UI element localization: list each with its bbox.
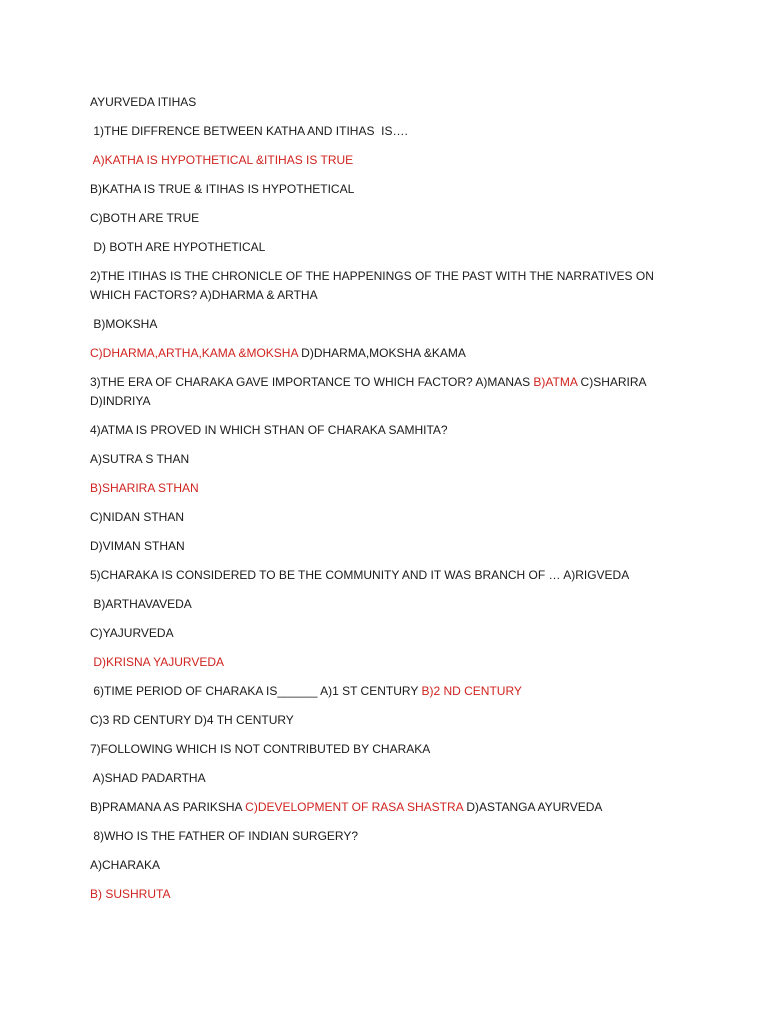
q4-option-c: C)NIDAN STHAN	[90, 510, 185, 524]
q2-option-b: B)MOKSHA	[90, 317, 158, 331]
q1-option-b: B)KATHA IS TRUE & ITIHAS IS HYPOTHETICAL	[90, 182, 355, 196]
q6-option-b-answer: B)2 ND CENTURY	[421, 684, 522, 698]
q2-option-c-answer: C)DHARMA,ARTHA,KAMA &MOKSHA	[90, 346, 298, 360]
q1-option-a-answer: A)KATHA IS HYPOTHETICAL &ITIHAS IS TRUE	[90, 153, 354, 167]
q3-option-b-answer: B)ATMA	[533, 375, 578, 389]
q2-options-c-d	[90, 344, 466, 363]
q4-option-b-answer: B)SHARIRA STHAN	[90, 481, 199, 495]
q1-option-c: C)BOTH ARE TRUE	[90, 211, 200, 225]
q6-question	[90, 682, 522, 701]
q1-question: 1)THE DIFFRENCE BETWEEN KATHA AND ITIHAS IS….	[90, 124, 408, 138]
q7-option-c-answer: C)DEVELOPMENT OF RASA SHASTRA	[245, 800, 463, 814]
q8-question: 8)WHO IS THE FATHER OF INDIAN SURGERY?	[90, 829, 359, 843]
q4-question: 4)ATMA IS PROVED IN WHICH STHAN OF CHARAKA SAMHITA?	[90, 423, 448, 437]
q2-option-d: D)DHARMA,MOKSHA &KAMA	[297, 346, 466, 360]
q4-option-d: D)VIMAN STHAN	[90, 539, 185, 553]
q6-question-text: 6)TIME PERIOD OF CHARAKA IS______ A)1 ST CENTURY	[90, 684, 422, 698]
q6-options-c-d: C)3 RD CENTURY D)4 TH CENTURY	[90, 713, 294, 727]
q7-option-d: D)ASTANGA AYURVEDA	[463, 800, 603, 814]
q5-option-b: B)ARTHAVAVEDA	[90, 597, 192, 611]
q8-option-b-answer: B) SUSHRUTA	[90, 887, 171, 901]
q5-option-c: C)YAJURVEDA	[90, 626, 174, 640]
q3-question	[90, 373, 680, 411]
q2-question: 2)THE ITIHAS IS THE CHRONICLE OF THE HAPPENINGS OF THE PAST WITH THE NARRATIVES ON WHICH FACTORS? A)DHARMA & ARTHA	[90, 269, 654, 302]
q5-option-d-answer: D)KRISNA YAJURVEDA	[90, 655, 225, 669]
q8-option-a: A)CHARAKA	[90, 858, 161, 872]
document-title: AYURVEDA ITIHAS	[90, 95, 197, 109]
q7-question: 7)FOLLOWING WHICH IS NOT CONTRIBUTED BY CHARAKA	[90, 742, 431, 756]
q7-option-a: A)SHAD PADARTHA	[90, 771, 206, 785]
q5-question: 5)CHARAKA IS CONSIDERED TO BE THE COMMUNITY AND IT WAS BRANCH OF … A)RIGVEDA	[90, 568, 630, 582]
q4-option-a: A)SUTRA S THAN	[90, 452, 190, 466]
q1-option-d: D) BOTH ARE HYPOTHETICAL	[90, 240, 266, 254]
q7-option-b: B)PRAMANA AS PARIKSHA	[90, 800, 246, 814]
q3-question-text: 3)THE ERA OF CHARAKA GAVE IMPORTANCE TO WHICH FACTOR? A)MANAS	[90, 375, 534, 389]
q3-option-c-d: C)SHARIRA D)INDRIYA	[90, 375, 646, 408]
q7-options-b-c-d	[90, 798, 602, 817]
